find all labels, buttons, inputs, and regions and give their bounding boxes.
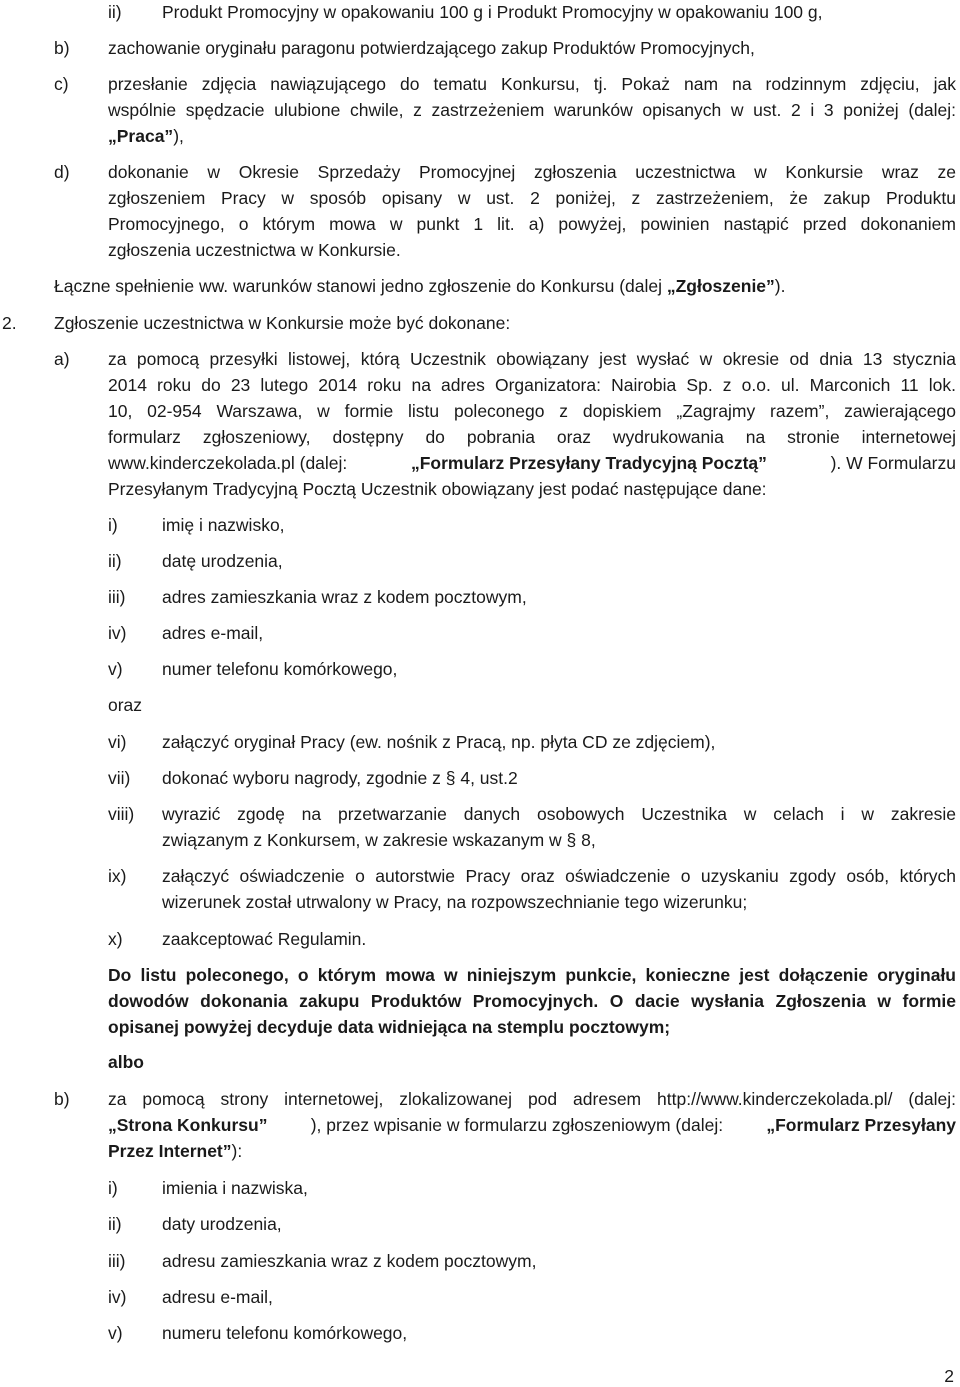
paragraph-text: Łączne spełnienie ww. warunków stanowi jedno zgłoszenie do Konkursu (dalej bbox=[54, 276, 667, 296]
item-text: zachowanie oryginału paragonu potwierdzającego zakup Produktów Promocyjnych, bbox=[108, 38, 755, 58]
list-item-label: viii) bbox=[108, 804, 135, 824]
defined-term: „Formularz Przesyłany bbox=[766, 1115, 956, 1135]
item-label: c) bbox=[54, 74, 69, 94]
list-item-label: i) bbox=[108, 515, 118, 535]
paragraph-line: zgłoszeniem Pracy w sposób opisany w ust. 2 poniżej, z zastrzeżeniem, że zakup Produktu bbox=[108, 188, 956, 208]
list-item: numeru telefonu komórkowego, bbox=[162, 1323, 408, 1343]
list-item-label: iii) bbox=[108, 1251, 126, 1271]
section-number: 2. bbox=[2, 313, 17, 333]
item-label: b) bbox=[54, 1089, 70, 1109]
page-number: 2 bbox=[944, 1366, 954, 1386]
item-label: d) bbox=[54, 162, 70, 182]
paragraph-line: dokonanie w Okresie Sprzedaży Promocyjnej zgłoszenia uczestnictwa w Konkursie wraz ze bbox=[108, 162, 956, 182]
list-item: adres e-mail, bbox=[162, 623, 264, 643]
defined-term: „Strona Konkursu” bbox=[108, 1115, 268, 1135]
paragraph-line bbox=[108, 1138, 242, 1164]
defined-term: „Praca” bbox=[108, 126, 174, 146]
list-item: adresu zamieszkania wraz z kodem pocztowym, bbox=[162, 1251, 537, 1271]
paragraph-line: zgłoszenia uczestnictwa w Konkursie. bbox=[108, 240, 401, 260]
list-item: adres zamieszkania wraz z kodem pocztowym, bbox=[162, 587, 527, 607]
list-item-label: ii) bbox=[108, 1214, 122, 1234]
list-item-label: iii) bbox=[108, 587, 126, 607]
bold-paragraph-line: Do listu poleconego, o którym mowa w niniejszym punkcie, konieczne jest dołączenie oryginału bbox=[108, 965, 956, 985]
list-item: datę urodzenia, bbox=[162, 551, 283, 571]
bold-paragraph-line: dowodów dokonania zakupu Produktów Promocyjnych. O dacie wysłania Zgłoszenia w formie bbox=[108, 991, 956, 1011]
item-text: Produkt Promocyjny w opakowaniu 100 g i Produkt Promocyjny w opakowaniu 100 g, bbox=[162, 2, 823, 22]
item-label: a) bbox=[54, 349, 70, 369]
list-item: imię i nazwisko, bbox=[162, 515, 285, 535]
list-item: załączyć oświadczenie o autorstwie Pracy oraz oświadczenie o uzyskaniu zgody osób, których bbox=[162, 866, 956, 886]
list-item-label: ii) bbox=[108, 551, 122, 571]
paragraph-line: wspólnie spędzacie ulubione chwile, z zastrzeżeniem warunków opisanych w ust. 2 i 3 poniżej (dalej: bbox=[108, 100, 956, 120]
list-item-label: v) bbox=[108, 659, 123, 679]
list-item: numer telefonu komórkowego, bbox=[162, 659, 398, 679]
list-item: imienia i nazwiska, bbox=[162, 1178, 308, 1198]
paragraph-line: za pomocą strony internetowej, zlokalizowanej pod adresem http://www.kinderczekolada.pl/ (dalej: bbox=[108, 1089, 956, 1109]
list-item-label: ix) bbox=[108, 866, 127, 886]
paragraph-line bbox=[108, 450, 956, 476]
paragraph-text: ), bbox=[173, 126, 184, 146]
bold-paragraph-line: opisanej powyżej decyduje data widniejąca na stemplu pocztowym; bbox=[108, 1017, 671, 1037]
paragraph-line: 10, 02-954 Warszawa, w formie listu poleconego z dopiskiem „Zagrajmy razem”, zawierającego bbox=[108, 401, 956, 421]
list-item: wyrazić zgodę na przetwarzanie danych osobowych Uczestnika w celach i w zakresie bbox=[162, 804, 956, 824]
paragraph-line: formularz zgłoszeniowy, dostępny do pobrania oraz wydrukowania na stronie internetowej bbox=[108, 427, 956, 447]
list-item-label: x) bbox=[108, 929, 123, 949]
list-item: wizerunek został utrwalony w Pracy, na rozpowszechnianie tego wizerunku; bbox=[162, 892, 748, 912]
list-item: zaakceptować Regulamin. bbox=[162, 929, 367, 949]
list-item-label: v) bbox=[108, 1323, 123, 1343]
list-item: związanym z Konkursem, w zakresie wskazanym w § 8, bbox=[162, 830, 596, 850]
item-label: ii) bbox=[108, 2, 122, 22]
defined-term: „Formularz Przesyłany Tradycyjną Pocztą” bbox=[410, 453, 767, 473]
paragraph-line bbox=[108, 1112, 956, 1138]
list-item: dokonać wyboru nagrody, zgodnie z § 4, ust.2 bbox=[162, 768, 518, 788]
list-item-label: vi) bbox=[108, 732, 127, 752]
list-item: adresu e-mail, bbox=[162, 1287, 273, 1307]
conjunction-text: oraz bbox=[108, 695, 143, 715]
list-item: załączyć oryginał Pracy (ew. nośnik z Pracą, np. płyta CD ze zdjęciem), bbox=[162, 732, 716, 752]
list-item-label: i) bbox=[108, 1178, 118, 1198]
list-item-label: vii) bbox=[108, 768, 131, 788]
defined-term: „Zgłoszenie” bbox=[666, 276, 775, 296]
paragraph-line bbox=[108, 123, 184, 149]
paragraph-line: za pomocą przesyłki listowej, którą Uczestnik obowiązany jest wysłać w okresie od dnia 13 stycznia bbox=[108, 349, 956, 369]
paragraph-text: ), przez wpisanie w formularzu zgłoszeniowym (dalej: bbox=[310, 1115, 724, 1135]
defined-term: Przez Internet” bbox=[108, 1141, 232, 1161]
paragraph-text: ). W Formularzu bbox=[830, 453, 956, 473]
summary-line bbox=[54, 273, 786, 299]
section-heading: Zgłoszenie uczestnictwa w Konkursie może być dokonane: bbox=[54, 313, 511, 333]
paragraph-text: ). bbox=[774, 276, 786, 296]
list-item: daty urodzenia, bbox=[162, 1214, 282, 1234]
conjunction-text: albo bbox=[108, 1052, 144, 1072]
url-text: www.kinderczekolada.pl (dalej: bbox=[108, 453, 348, 473]
list-item-label: iv) bbox=[108, 1287, 127, 1307]
paragraph-line: Przesyłanym Tradycyjną Pocztą Uczestnik obowiązany jest podać następujące dane: bbox=[108, 479, 767, 499]
paragraph-line: przesłanie zdjęcia nawiązującego do tematu Konkursu, tj. Pokaż nam na rodzinnym zdjęciu, jak bbox=[108, 74, 956, 94]
paragraph-text: ): bbox=[231, 1141, 243, 1161]
item-label: b) bbox=[54, 38, 70, 58]
paragraph-line: 2014 roku do 23 lutego 2014 roku na adres Organizatora: Nairobia Sp. z o.o. ul. Marconich 11 lok. bbox=[108, 375, 956, 395]
paragraph-line: Promocyjnego, o którym mowa w punkt 1 lit. a) powyżej, powinien nastąpić przed dokonaniem bbox=[108, 214, 956, 234]
list-item-label: iv) bbox=[108, 623, 127, 643]
